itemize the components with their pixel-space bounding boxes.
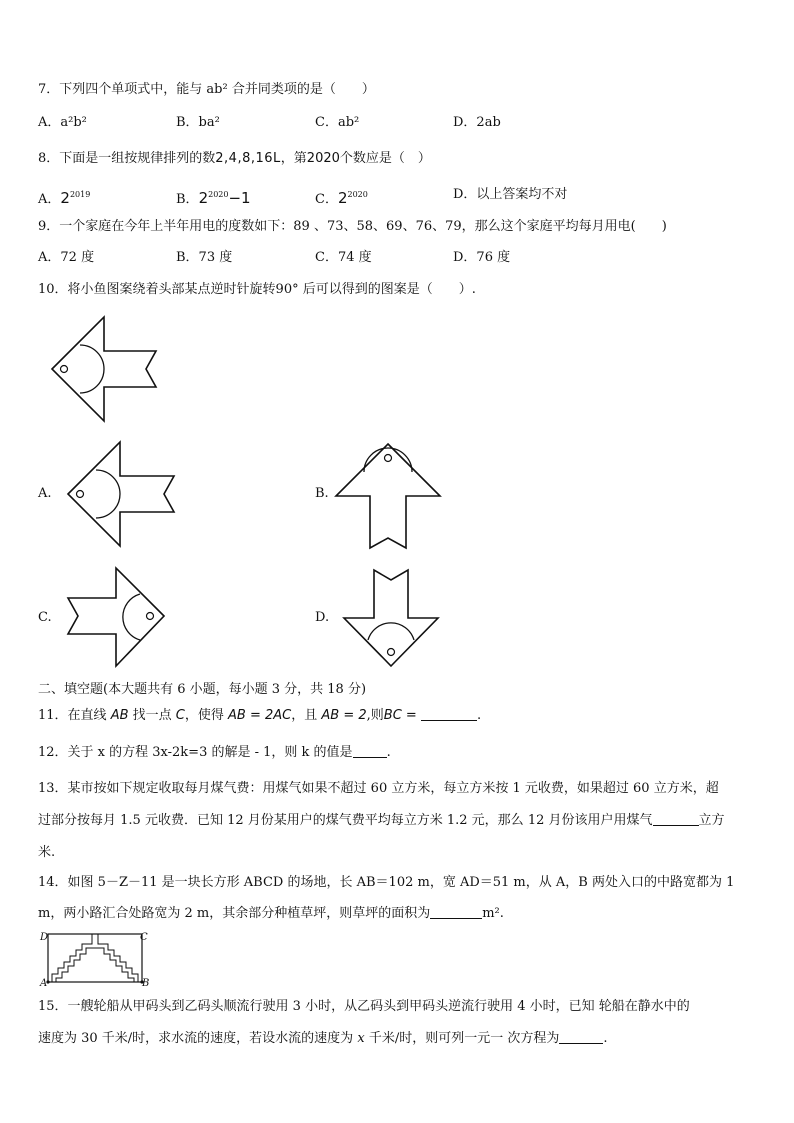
q14-label-c: C (140, 932, 148, 943)
q15-line-2 (38, 1031, 607, 1047)
q14-line-2 (38, 906, 504, 922)
q12-text: 12．关于 x 的方程 3x-2k=3 的解是 - 1，则 k 的值是 (38, 745, 353, 760)
q8-b-base: 2 (198, 189, 209, 207)
q15-end: . (603, 1031, 608, 1046)
q11-mid2: ，使得 (184, 708, 224, 723)
q8-stem (38, 151, 431, 167)
fish-eye (388, 649, 395, 656)
q11-c: C (175, 708, 185, 723)
q11-eq3: BC = (383, 708, 417, 723)
q10-original-fish-figure (48, 313, 160, 425)
q10-option-b-figure (332, 440, 444, 552)
q10-option-a-figure (66, 438, 178, 550)
q10-option-a-label: A. (38, 486, 52, 501)
q8-stem-mid: ，第 (280, 151, 307, 166)
q8-option-b (176, 187, 251, 208)
q8-a-label: A． (38, 192, 61, 207)
q13-line-2b: 立方 (698, 813, 725, 828)
q7-option-c: C．ab² (315, 115, 360, 130)
fish-eye (147, 613, 154, 620)
q7-option-b: B．ba² (176, 115, 220, 130)
q15-line-2a: 速度为 30 千米/时，求水流的速度，若设水流的速度为 (38, 1031, 354, 1046)
q8-b-exp: 2020 (208, 190, 229, 199)
q8-option-a (38, 187, 90, 208)
q9-option-a: A．72 度 (38, 250, 95, 265)
q8-b-tail: −1 (228, 189, 251, 207)
q14-line-1: 14．如图 5－Z－11 是一块长方形 ABCD 的场地，长 AB＝102 m，宽 AD＝51 m，从 A，B 两处入口的中路宽都为 1 (38, 875, 735, 890)
fish-head-arc (368, 623, 414, 640)
q10-option-b-label: B. (315, 486, 329, 501)
q12-answer-blank[interactable] (353, 745, 387, 758)
q15-variable-x: x (357, 1031, 365, 1046)
q8-stem-pre: 8．下面是一组按规律排列的数 (38, 151, 216, 166)
q11-mid4: ,则 (366, 708, 384, 723)
q7-option-a: A．a²b² (38, 115, 87, 130)
q14-label-b: B (142, 978, 150, 989)
fish-head-arc (80, 345, 104, 393)
q11-stem (38, 708, 481, 724)
q14-line-2a: m，两小路汇合处路宽为 2 m，其余部分种植草坪，则草坪的面积为 (38, 906, 431, 921)
q9-option-b: B．73 度 (176, 250, 233, 265)
section-2-title: 二、填空题(本大题共有 6 小题，每小题 3 分，共 18 分) (38, 682, 367, 697)
q14-line-2b: m². (482, 906, 504, 921)
q8-c-base: 2 (337, 189, 348, 207)
q13-line-1: 13．某市按如下规定收取每月煤气费：用煤气如果不超过 60 立方米，每立方米按 1 元收费，如果超过 60 立方米，超 (38, 781, 719, 796)
fish-outline (68, 568, 164, 666)
q8-a-exp: 2019 (69, 190, 91, 199)
q11-answer-blank[interactable] (421, 708, 477, 721)
q10-stem: 10．将小鱼图案绕着头部某点逆时针旋转90° 后可以得到的图案是（ ）. (38, 282, 476, 297)
left-path-inner (56, 948, 98, 982)
q11-eq2: AB = 2 (321, 708, 367, 723)
q14-field-diagram (36, 928, 156, 988)
fish-head-arc (123, 594, 140, 640)
q7-stem: 7．下列四个单项式中，能与 ab² 合并同类项的是（ ） (38, 82, 375, 97)
q12-end: . (386, 745, 391, 760)
q9-stem: 9．一个家庭在今年上半年用电的度数如下：89 、73、58、69、76、79，那么这个家庭平均每月用电( ) (38, 219, 667, 234)
q8-c-exp: 2020 (347, 190, 368, 199)
q11-mid3: ，且 (291, 708, 318, 723)
q11-end: . (476, 708, 482, 723)
q14-label-d: D (40, 932, 49, 943)
fish-outline (344, 570, 438, 666)
q13-line-2 (38, 813, 725, 829)
q8-stem-post: 个数应是（ ） (339, 151, 431, 166)
q11-eq1: AB = 2AC (228, 708, 292, 723)
q11-mid1: 找一点 (132, 708, 172, 723)
q8-number: 2020 (306, 151, 340, 166)
fish-eye (61, 366, 68, 373)
q10-option-c-figure (66, 564, 170, 672)
q15-line-2b: 千米/时，则可列一元一 次方程为 (368, 1031, 560, 1046)
q10-option-d-figure (340, 566, 442, 670)
q15-answer-blank[interactable] (559, 1031, 603, 1044)
fish-eye (385, 455, 392, 462)
q10-option-d-label: D. (315, 610, 330, 625)
q9-option-c: C．74 度 (315, 250, 372, 265)
q9-option-d: D．76 度 (453, 250, 511, 265)
q13-answer-blank[interactable] (653, 813, 699, 826)
right-path-outer (98, 934, 138, 982)
q10-option-c-label: C. (38, 610, 52, 625)
q8-a-base: 2 (60, 189, 70, 207)
q12-stem (38, 745, 391, 761)
q8-b-label: B． (176, 192, 199, 207)
left-path-outer (52, 934, 92, 982)
fish-outline (336, 444, 440, 548)
q11-ab: AB (110, 708, 129, 723)
q8-option-c (315, 187, 368, 208)
q11-pre: 11．在直线 (38, 708, 107, 723)
q15-line-1: 15．一艘轮船从甲码头到乙码头顺流行驶用 3 小时，从乙码头到甲码头逆流行驶用 4 小时，已知 轮船在静水中的 (38, 999, 690, 1014)
q8-sequence: 2,4,8,16L (215, 151, 281, 166)
q14-answer-blank[interactable] (430, 906, 482, 919)
q8-c-label: C． (315, 192, 338, 207)
fish-head-arc (96, 470, 120, 518)
q14-label-a: A (40, 978, 48, 989)
right-path-inner (98, 948, 134, 982)
q13-line-2a: 过部分按每月 1.5 元收费．已知 12 月份某用户的煤气费平均每立方米 1.2 元，那么 12 月份该用户用煤气 (38, 813, 653, 828)
q13-line-3: 米. (38, 845, 56, 860)
fish-eye (77, 491, 84, 498)
q7-option-d: D．2ab (453, 115, 501, 130)
q8-option-d: D．以上答案均不对 (453, 187, 568, 202)
